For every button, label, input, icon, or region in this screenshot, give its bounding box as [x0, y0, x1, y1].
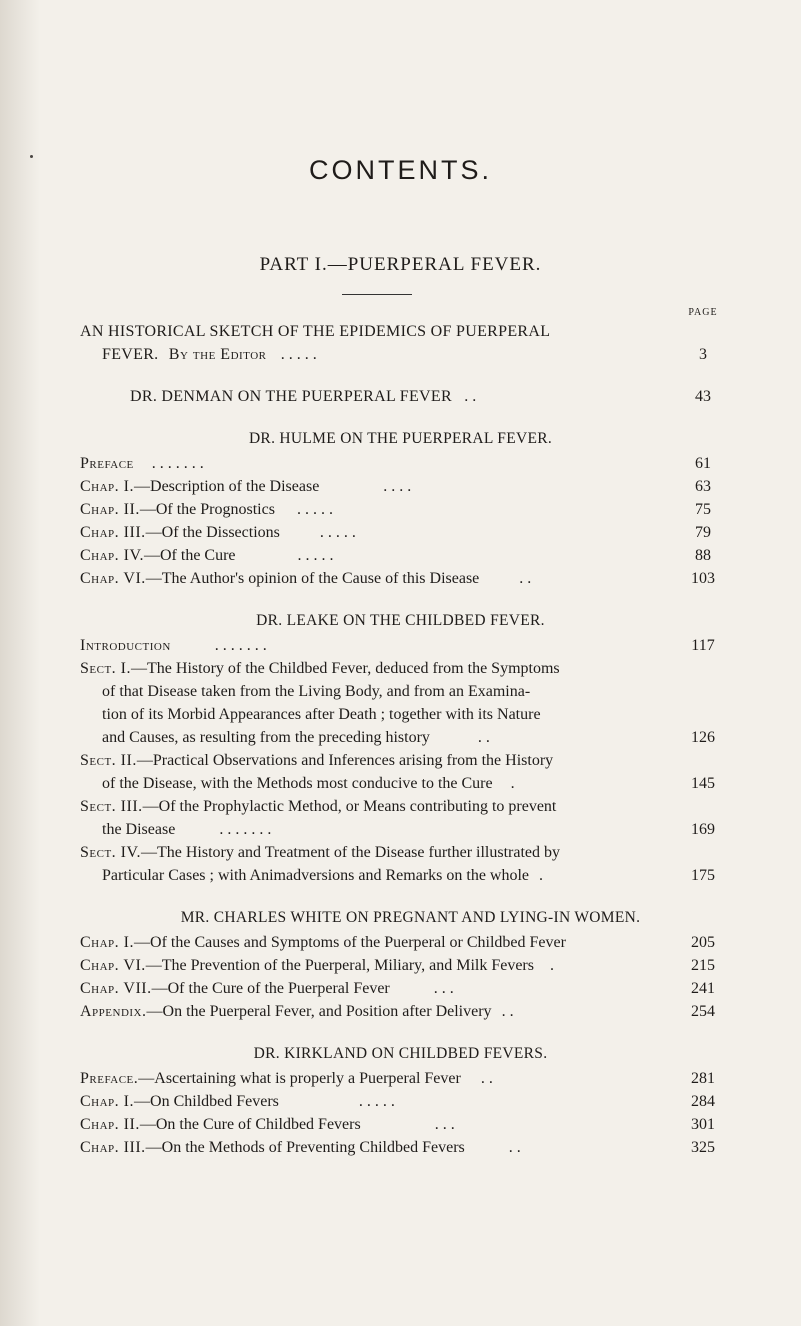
entry-label: Chap. II.: [80, 1116, 140, 1133]
entry-text-continued: [102, 728, 490, 748]
entry-label: Sect. IV.: [80, 844, 141, 861]
leader-dots: . . . . . . .: [214, 637, 267, 654]
entry-text: —Ascertaining what is properly a Puerperal Fever: [138, 1070, 461, 1087]
denman-section-title: [130, 387, 476, 407]
entry-text: —The Author's opinion of the Cause of this Disease: [145, 570, 480, 587]
toc-entry-line: [80, 843, 560, 863]
page-number: 88: [695, 547, 711, 564]
entry-label: Preface.: [80, 1070, 139, 1087]
toc-entry: [80, 477, 411, 497]
entry-label: Sect. II.: [80, 752, 137, 769]
entry-text-continued: of that Disease taken from the Living Body, and from an Examina-: [102, 683, 531, 700]
entry-label: Chap. III.: [80, 1139, 146, 1156]
leader-dots: .: [510, 775, 515, 792]
leader-dots: . . . . .: [280, 346, 317, 363]
entry-text: —On the Methods of Preventing Childbed Fevers: [145, 1139, 465, 1156]
toc-entry-line: [80, 797, 556, 817]
page-number: 175: [691, 867, 715, 884]
leader-dots: . . .: [433, 980, 454, 997]
page-number: 117: [691, 637, 715, 654]
historical-sketch-fever: FEVER.: [102, 346, 159, 363]
entry-label: Chap. I.: [80, 1093, 135, 1110]
entry-text-continued: [102, 820, 271, 840]
title-rule: [342, 294, 412, 295]
page-number: 215: [691, 957, 715, 974]
white-section-heading: MR. CHARLES WHITE ON PREGNANT AND LYING-IN WOMEN.: [180, 909, 641, 926]
page-number: 169: [691, 821, 715, 838]
entry-label: Appendix.: [80, 1003, 147, 1020]
entry-text: and Causes, as resulting from the preceding history: [102, 729, 430, 746]
leader-dots: . .: [477, 729, 490, 746]
entry-label: Preface: [80, 455, 134, 472]
entry-text: —On the Cure of Childbed Fevers: [139, 1116, 361, 1133]
toc-entry: [80, 933, 566, 953]
page-number: 126: [691, 729, 715, 746]
entry-text: —Of the Prophylactic Method, or Means contributing to prevent: [142, 798, 557, 815]
entry-text: —The History and Treatment of the Disease further illustrated by: [141, 844, 561, 861]
toc-entry: [80, 546, 334, 566]
entry-text: —Of the Dissections: [145, 524, 280, 541]
page-number: 61: [695, 455, 711, 472]
entry-label: Sect. III.: [80, 798, 143, 815]
leader-dots: . .: [464, 388, 477, 405]
entry-text: —The Prevention of the Puerperal, Miliary, and Milk Fevers: [145, 957, 534, 974]
historical-sketch-author: By the Editor: [168, 346, 267, 363]
entry-label: Introduction: [80, 637, 171, 654]
entry-text-continued: [102, 774, 515, 794]
historical-sketch-line1: AN HISTORICAL SKETCH OF THE EPIDEMICS OF PUERPERAL: [80, 323, 551, 340]
leader-dots: . . . . . . .: [151, 455, 204, 472]
page-gutter-shadow: [0, 0, 40, 1326]
toc-entry: [80, 979, 454, 999]
toc-entry: [80, 1069, 493, 1089]
page-number: 43: [695, 388, 711, 405]
entry-label: Chap. VI.: [80, 570, 146, 587]
hulme-section-heading: DR. HULME ON THE PUERPERAL FEVER.: [248, 430, 553, 447]
entry-text: —Practical Observations and Inferences arising from the History: [136, 752, 554, 769]
entry-text: —Of the Cure: [144, 547, 236, 564]
entry-text: —Of the Cure of the Puerperal Fever: [151, 980, 390, 997]
toc-entry-line: [80, 659, 560, 679]
page-number: 145: [691, 775, 715, 792]
toc-entry: [80, 636, 267, 656]
leader-dots: . .: [501, 1003, 514, 1020]
toc-entry: [80, 523, 356, 543]
page-number: 254: [691, 1003, 715, 1020]
page-number: 3: [699, 346, 707, 363]
contents-title: CONTENTS.: [308, 155, 492, 185]
entry-text: —The History of the Childbed Fever, deduced from the Symptoms: [131, 660, 560, 677]
entry-text-continued: tion of its Morbid Appearances after Death ; together with its Nature: [102, 706, 541, 723]
leader-dots: . . . . .: [358, 1093, 395, 1110]
entry-label: Chap. IV.: [80, 547, 144, 564]
entry-text: —On the Puerperal Fever, and Position after Delivery: [146, 1003, 492, 1020]
page-number: 79: [695, 524, 711, 541]
leader-dots: . . .: [434, 1116, 455, 1133]
toc-entry: [80, 500, 333, 520]
toc-entry: [80, 1138, 521, 1158]
leake-section-heading: DR. LEAKE ON THE CHILDBED FEVER.: [256, 612, 545, 629]
toc-entry: [80, 569, 531, 589]
toc-entry: [80, 1002, 514, 1022]
leader-dots: . .: [519, 570, 532, 587]
leader-dots: .: [539, 867, 544, 884]
page-number: 75: [695, 501, 711, 518]
page-number: 281: [691, 1070, 715, 1087]
page-column-label: PAGE: [688, 307, 718, 318]
page-number: 63: [695, 478, 711, 495]
part-title: PART I.—PUERPERAL FEVER.: [259, 254, 542, 275]
page-number: 325: [691, 1139, 715, 1156]
entry-text: —Of the Causes and Symptoms of the Puerperal or Childbed Fever: [134, 934, 566, 951]
entry-text: Particular Cases ; with Animadversions and Remarks on the whole: [102, 867, 530, 884]
leader-dots: .: [549, 957, 554, 974]
entry-text: of the Disease, with the Methods most conducive to the Cure: [102, 775, 493, 792]
entry-label: Chap. I.: [80, 934, 135, 951]
page-number: 205: [691, 934, 715, 951]
entry-text: the Disease: [102, 821, 176, 838]
leader-dots: . . . . .: [296, 501, 333, 518]
leader-dots: . . . . .: [319, 524, 356, 541]
leader-dots: . .: [508, 1139, 521, 1156]
historical-sketch-line2: [102, 345, 317, 365]
leader-dots: . . . .: [383, 478, 412, 495]
entry-text: —Of the Prognostics: [139, 501, 275, 518]
toc-entry: [80, 1092, 395, 1112]
leader-dots: . .: [480, 1070, 493, 1087]
toc-entry-line: [80, 751, 553, 771]
entry-label: Chap. VII.: [80, 980, 152, 997]
leader-dots: . . . . .: [297, 547, 334, 564]
toc-entry: [80, 1115, 455, 1135]
entry-label: Chap. II.: [80, 501, 140, 518]
leader-dots: . . . . . . .: [219, 821, 272, 838]
entry-label: Chap. I.: [80, 478, 135, 495]
page-number: 284: [691, 1093, 715, 1110]
entry-label: Sect. I.: [80, 660, 132, 677]
entry-text-continued: [102, 866, 543, 886]
kirkland-section-heading: DR. KIRKLAND ON CHILDBED FEVERS.: [253, 1045, 548, 1062]
entry-text: —On Childbed Fevers: [134, 1093, 279, 1110]
page-number: 103: [691, 570, 715, 587]
entry-text: —Description of the Disease: [134, 478, 320, 495]
toc-entry: [80, 956, 554, 976]
entry-label: Chap. VI.: [80, 957, 146, 974]
page-number: 241: [691, 980, 715, 997]
denman-title-text: DR. DENMAN ON THE PUERPERAL FEVER: [130, 388, 452, 405]
toc-entry: [80, 454, 204, 474]
page-number: 301: [691, 1116, 715, 1133]
entry-label: Chap. III.: [80, 524, 146, 541]
